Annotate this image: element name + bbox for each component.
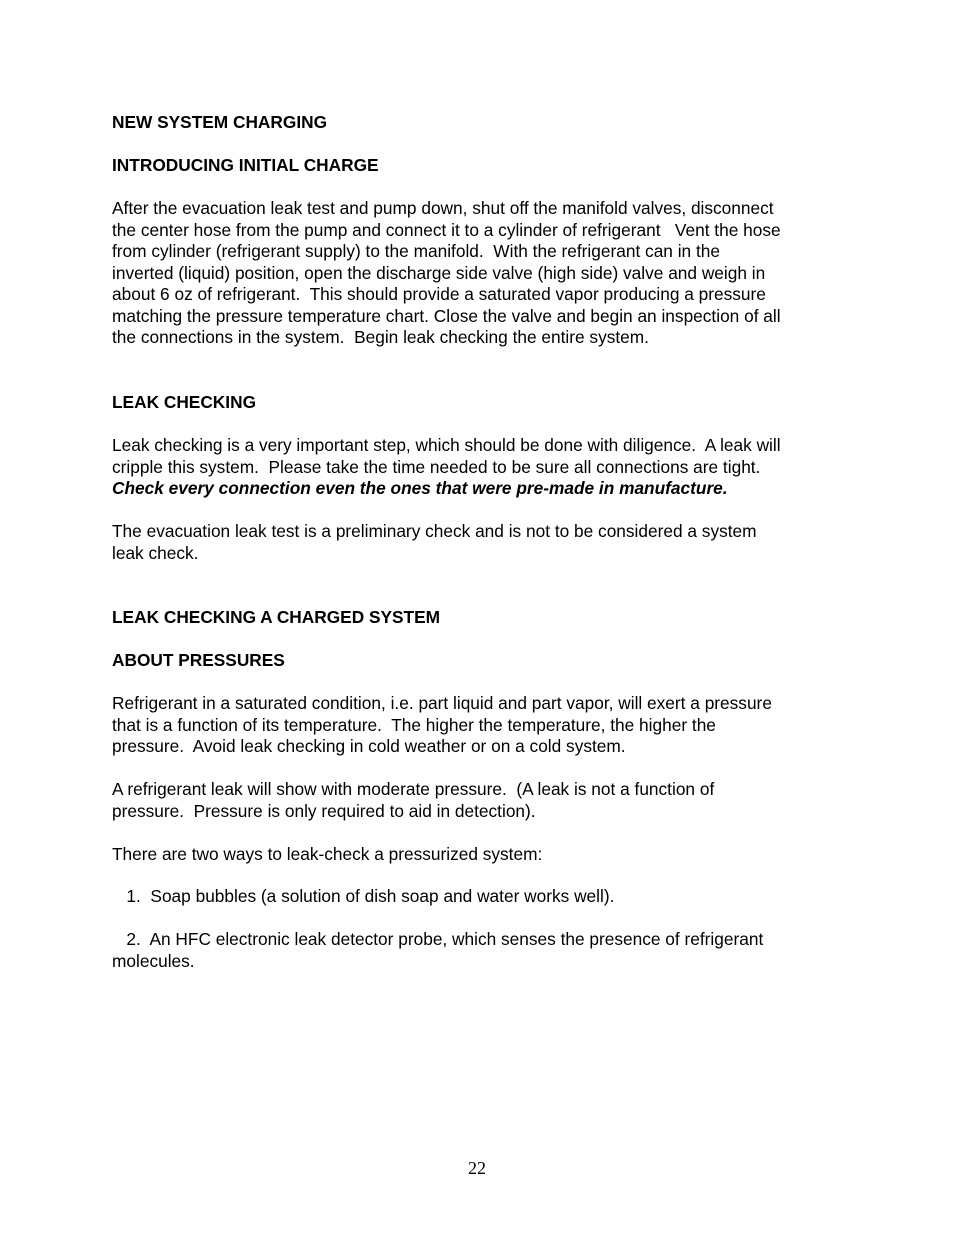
paragraph-line: A refrigerant leak will show with moderate pressure. (A leak is not a function of [112, 779, 715, 799]
paragraph-two-ways: There are two ways to leak-check a pressurized system: [112, 844, 543, 864]
list-item-text: 2. An HFC electronic leak detector probe, which senses the presence of refrigerant [112, 929, 764, 949]
paragraph-pressures-2 [112, 779, 852, 822]
page-number: 22 [468, 1158, 486, 1178]
paragraph-evacuation-note [112, 521, 852, 564]
paragraph-line: The evacuation leak test is a preliminary check and is not to be considered a system [112, 521, 757, 541]
heading-introducing-initial-charge: INTRODUCING INITIAL CHARGE [112, 155, 379, 175]
paragraph-line: the connections in the system. Begin leak checking the entire system. [112, 327, 649, 347]
paragraph-line: that is a function of its temperature. The higher the temperature, the higher the [112, 714, 716, 735]
paragraph-leak-checking [112, 435, 852, 500]
heading-leak-checking-charged-system: LEAK CHECKING A CHARGED SYSTEM [112, 607, 441, 627]
paragraph-line: leak check. [112, 542, 199, 563]
paragraph-pressures-1 [112, 693, 852, 758]
list-item-text: molecules. [112, 950, 195, 971]
paragraph-line: the center hose from the pump and connect it to a cylinder of refrigerant Vent the hose [112, 219, 781, 240]
paragraph-line: inverted (liquid) position, open the discharge side valve (high side) valve and weigh in [112, 262, 766, 283]
emphasis-check-every-connection: Check every connection even the ones that were pre-made in manufacture. [112, 478, 728, 498]
list-item-soap-bubbles [112, 886, 852, 908]
paragraph-line: pressure. Pressure is only required to aid in detection). [112, 800, 536, 821]
heading-about-pressures: ABOUT PRESSURES [112, 650, 285, 670]
paragraph-line: from cylinder (refrigerant supply) to the manifold. With the refrigerant can in the [112, 241, 720, 261]
heading-leak-checking: LEAK CHECKING [112, 392, 257, 412]
paragraph-line: Leak checking is a very important step, which should be done with diligence. A leak will [112, 435, 781, 455]
paragraph-line: Refrigerant in a saturated condition, i.e. part liquid and part vapor, will exert a pressure [112, 693, 772, 713]
paragraph-line: matching the pressure temperature chart. Close the valve and begin an inspection of all [112, 305, 781, 326]
paragraph-line: After the evacuation leak test and pump down, shut off the manifold valves, disconnect [112, 198, 774, 218]
list-item-text: 1. Soap bubbles (a solution of dish soap and water works well). [112, 886, 615, 906]
paragraph-line: about 6 oz of refrigerant. This should provide a saturated vapor producing a pressure [112, 284, 766, 304]
paragraph-line: pressure. Avoid leak checking in cold weather or on a cold system. [112, 736, 626, 756]
list-item-electronic-detector [112, 929, 852, 972]
heading-new-system-charging: NEW SYSTEM CHARGING [112, 112, 328, 132]
paragraph-initial-charge [112, 198, 852, 349]
paragraph-line: cripple this system. Please take the time needed to be sure all connections are tight. [112, 456, 761, 477]
